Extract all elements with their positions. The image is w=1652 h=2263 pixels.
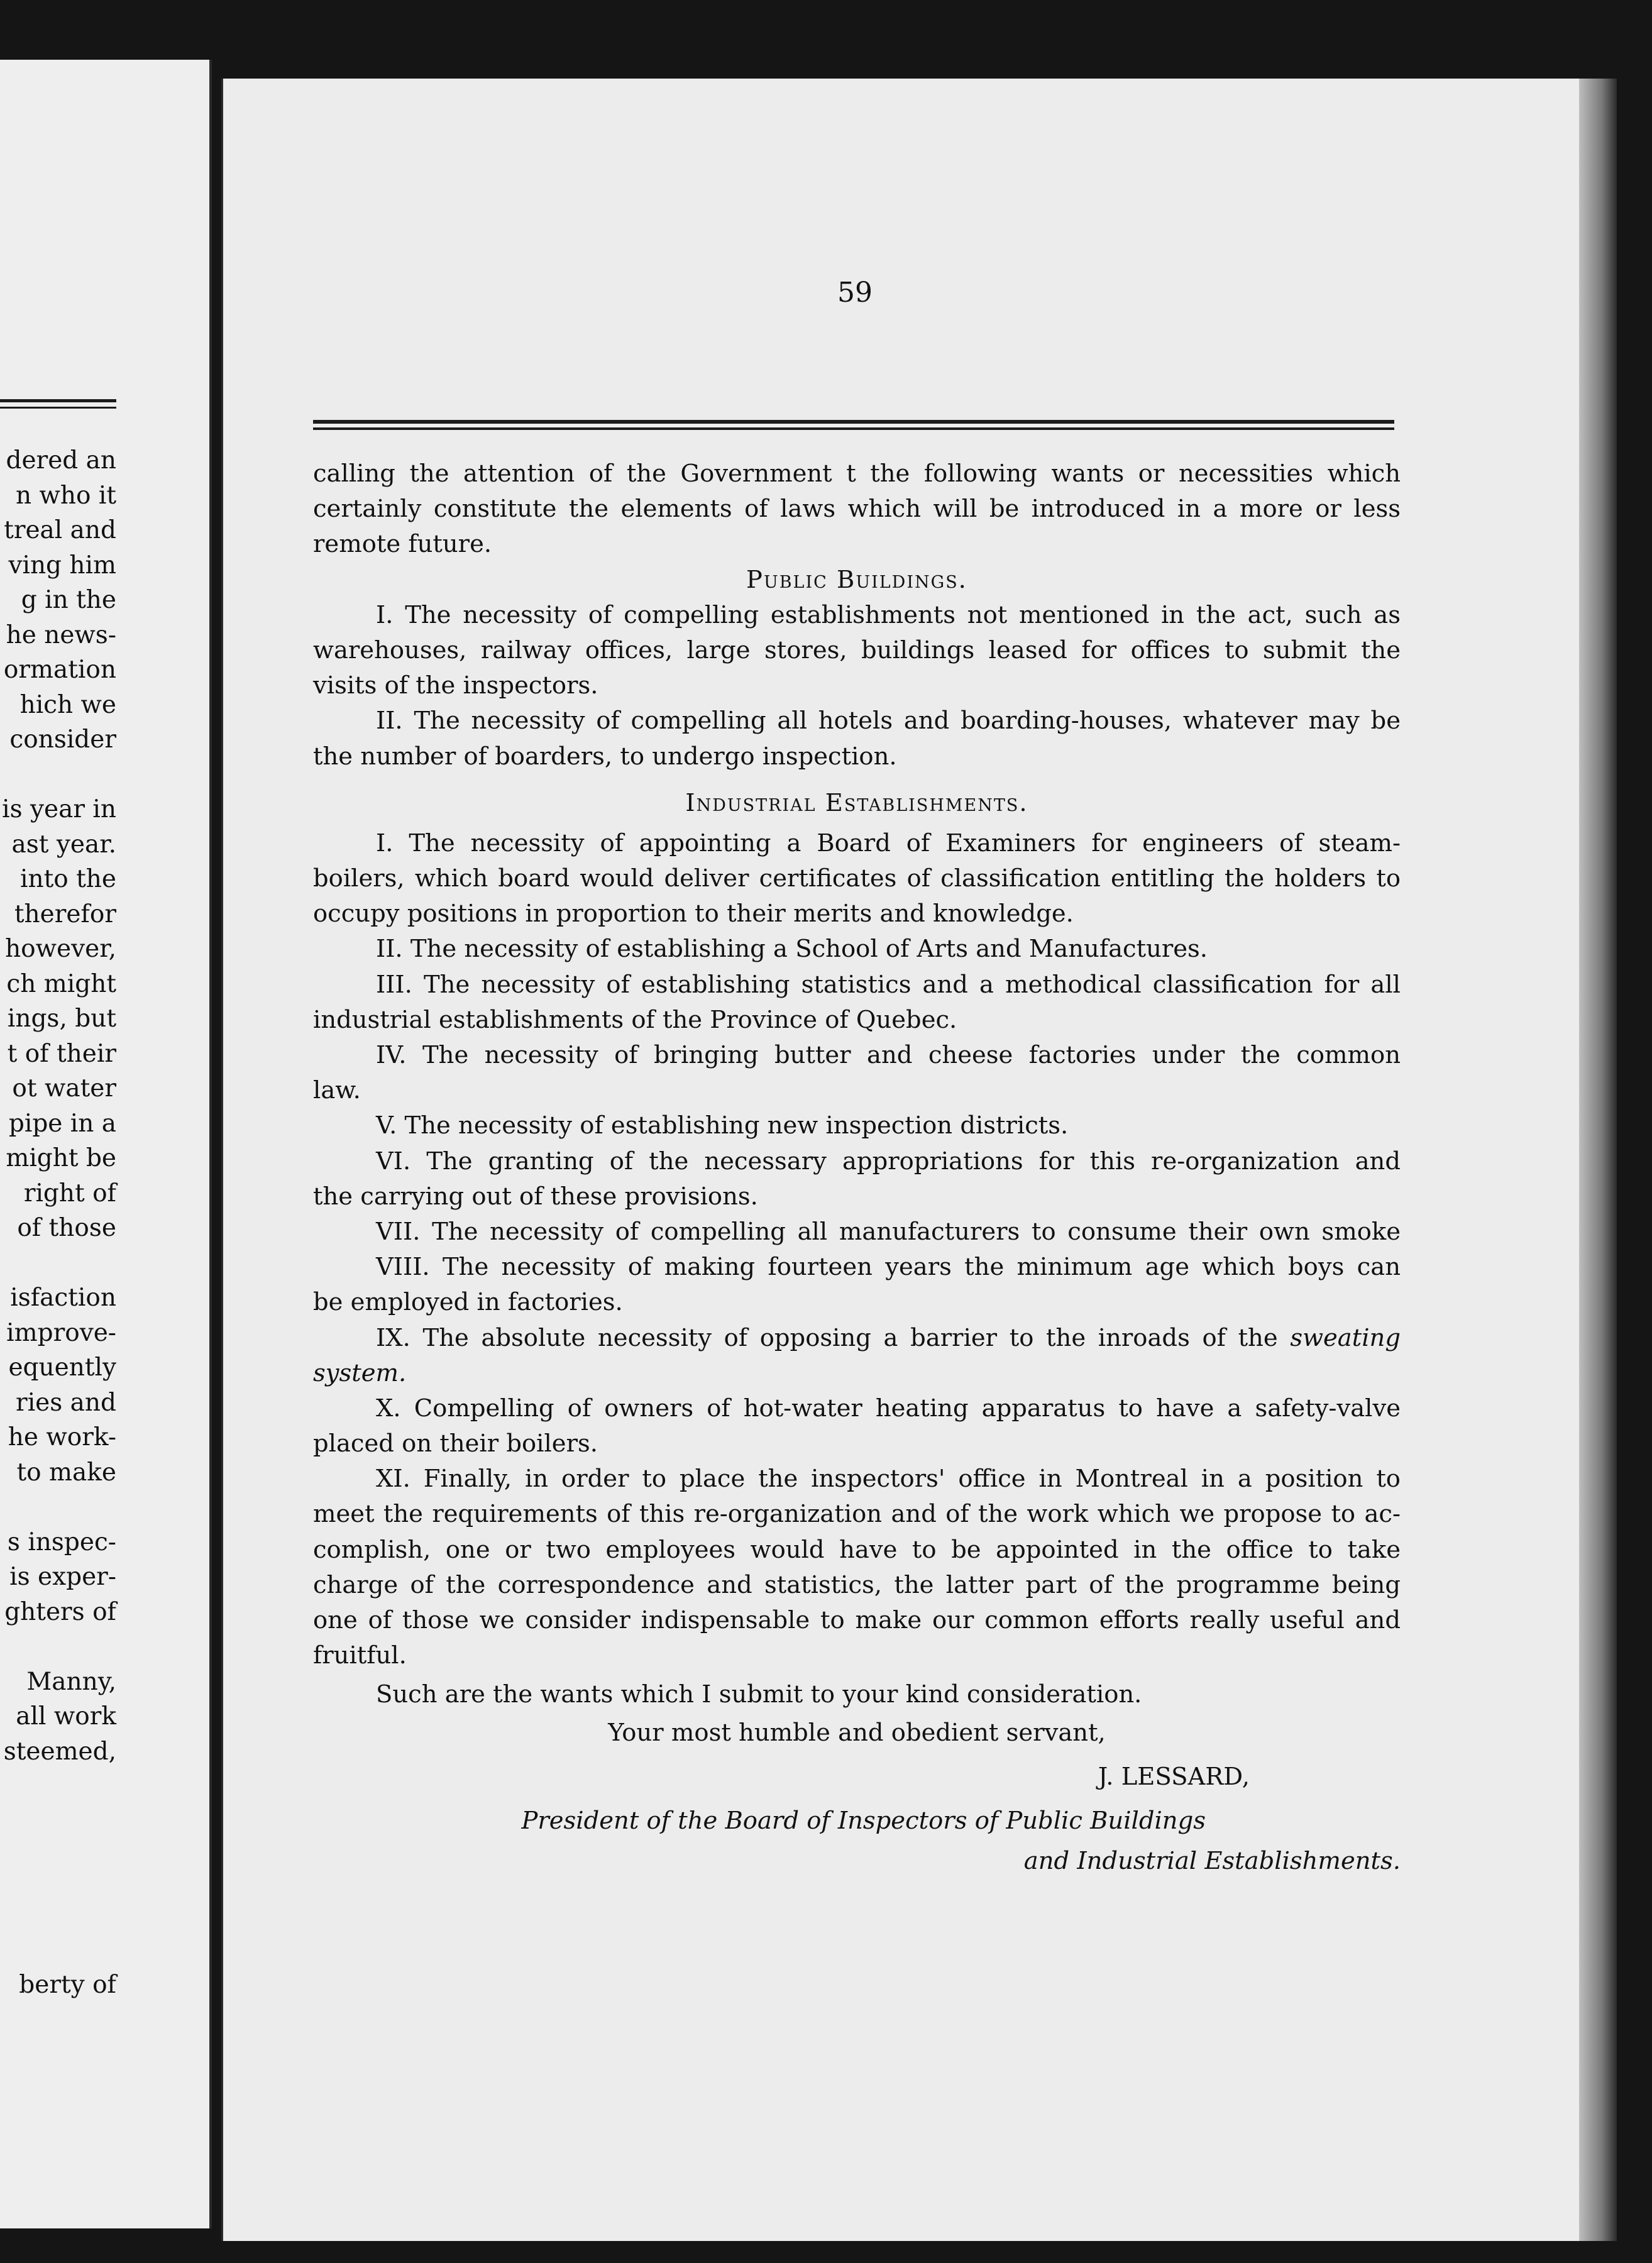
left-line: therefor bbox=[14, 900, 116, 928]
signatory-title-line: President of the Board of Inspectors of Public Buildings bbox=[521, 1806, 1206, 1835]
left-line: however, bbox=[5, 935, 116, 963]
left-line: steemed, bbox=[3, 1737, 116, 1766]
left-line: treal and bbox=[4, 516, 116, 544]
left-line: might be bbox=[6, 1144, 116, 1172]
left-line: to make bbox=[16, 1458, 116, 1487]
left-line: is year in bbox=[2, 795, 116, 823]
page-edge-shadow bbox=[1579, 79, 1617, 2241]
page-body bbox=[313, 456, 1401, 1879]
left-line: g in the bbox=[21, 586, 116, 614]
public-item-line: visits of the inspectors. bbox=[313, 671, 598, 700]
left-line: ries and bbox=[16, 1388, 116, 1417]
heading-industrial-establishments: Industrial Establishments. bbox=[685, 788, 1028, 817]
left-line bbox=[0, 757, 116, 793]
header-rule-top bbox=[313, 420, 1394, 424]
left-line: into the bbox=[19, 865, 116, 893]
left-line: right of bbox=[23, 1179, 116, 1208]
left-line: pipe in a bbox=[8, 1109, 116, 1138]
industrial-item-line: one of those we consider indispensable to make our common efforts really useful and bbox=[313, 1606, 1401, 1634]
left-line: equently bbox=[8, 1353, 116, 1382]
industrial-item-line: V. The necessity of establishing new inspection districts. bbox=[376, 1111, 1069, 1140]
public-item-line: I. The necessity of compelling establishments not mentioned in the act, such as bbox=[376, 600, 1401, 629]
left-line: ings, but bbox=[7, 1005, 116, 1033]
industrial-item-line: III. The necessity of establishing statistics and a methodical classification for all bbox=[376, 970, 1401, 999]
industrial-item-emphasis: sweating bbox=[1290, 1323, 1401, 1352]
left-line: isfaction bbox=[10, 1284, 116, 1312]
left-line: ot water bbox=[12, 1074, 116, 1103]
industrial-item-line: I. The necessity of appointing a Board of Examiners for engineers of steam- bbox=[376, 829, 1401, 857]
industrial-item-line: IV. The necessity of bringing butter and cheese factories under the common bbox=[376, 1041, 1401, 1069]
industrial-item-line: fruitful. bbox=[313, 1641, 407, 1670]
left-page-tail-line: berty of bbox=[19, 1971, 116, 1999]
industrial-item-line: II. The necessity of establishing a School of Arts and Manufactures. bbox=[376, 935, 1208, 964]
signatory-title-line: and Industrial Establishments. bbox=[1023, 1847, 1401, 1876]
left-line: ormation bbox=[3, 656, 116, 684]
left-page-fragment bbox=[0, 60, 212, 2228]
left-line: ch might bbox=[6, 969, 116, 998]
left-page-rule-thin bbox=[0, 407, 116, 409]
industrial-item-line: industrial establishments of the Province of Quebec. bbox=[313, 1005, 957, 1034]
left-line: s inspec- bbox=[7, 1528, 116, 1556]
left-line: of those bbox=[17, 1214, 116, 1242]
industrial-item-line: X. Compelling of owners of hot-water heating apparatus to have a safety-valve bbox=[376, 1394, 1401, 1423]
left-page-text bbox=[0, 443, 116, 1769]
industrial-item-line: boilers, which board would deliver certificates of classification entitling the holders to bbox=[313, 864, 1401, 893]
left-line: all work bbox=[16, 1702, 116, 1731]
industrial-item-line: law. bbox=[313, 1076, 361, 1105]
industrial-item-line: VII. The necessity of compelling all manufacturers to consume their own smoke bbox=[376, 1217, 1401, 1246]
intro-line: remote future. bbox=[313, 530, 492, 559]
industrial-item-line: occupy positions in proportion to their merits and knowledge. bbox=[313, 900, 1074, 928]
industrial-item-line: VIII. The necessity of making fourteen years the minimum age which boys can bbox=[376, 1253, 1401, 1282]
left-line bbox=[0, 1629, 116, 1665]
header-rule-bottom bbox=[313, 427, 1394, 430]
left-line: is exper- bbox=[9, 1563, 116, 1591]
intro-line: calling the attention of the Government t the following wants or necessities which bbox=[313, 460, 1401, 488]
public-item-line: the number of boarders, to undergo inspection. bbox=[313, 742, 897, 771]
industrial-item-line-ix bbox=[313, 1321, 1401, 1356]
left-line: ast year. bbox=[11, 830, 116, 859]
left-line: dered an bbox=[6, 446, 116, 475]
salutation-line: Your most humble and obedient servant, bbox=[608, 1718, 1106, 1747]
industrial-item-line: charge of the correspondence and statistics, the latter part of the programme being bbox=[313, 1570, 1401, 1599]
left-line bbox=[0, 1246, 116, 1281]
left-line: he work- bbox=[8, 1423, 116, 1451]
industrial-item-line: the carrying out of these provisions. bbox=[313, 1182, 758, 1211]
industrial-item-line: meet the requirements of this re-organization and of the work which we propose to ac- bbox=[313, 1500, 1401, 1529]
left-line: consider bbox=[9, 725, 116, 754]
left-line: Manny, bbox=[26, 1667, 116, 1696]
left-page-rule bbox=[0, 399, 116, 402]
left-line bbox=[0, 1490, 116, 1525]
left-line: ving him bbox=[8, 551, 116, 580]
left-line: n who it bbox=[15, 481, 116, 510]
public-item-line: warehouses, railway offices, large stores, buildings leased for offices to submit the bbox=[313, 636, 1401, 664]
industrial-item-line: system. bbox=[313, 1358, 407, 1387]
intro-line: certainly constitute the elements of laws which will be introduced in a more or less bbox=[313, 495, 1401, 524]
industrial-item-line: VI. The granting of the necessary appropriations for this re-organization and bbox=[376, 1147, 1401, 1176]
industrial-item-line: XI. Finally, in order to place the inspectors' office in Montreal in a position to bbox=[376, 1465, 1401, 1494]
left-line: improve- bbox=[6, 1318, 116, 1347]
left-line: t of their bbox=[7, 1039, 116, 1068]
industrial-item-line: complish, one or two employees would have to be appointed in the office to take bbox=[313, 1535, 1401, 1564]
industrial-item-text: IX. The absolute necessity of opposing a barrier to the inroads of the bbox=[376, 1323, 1278, 1352]
closing-line: Such are the wants which I submit to your kind consideration. bbox=[376, 1680, 1142, 1709]
page-number: 59 bbox=[837, 277, 873, 309]
signature-name: J. LESSARD, bbox=[1098, 1762, 1250, 1791]
industrial-item-line: be employed in factories. bbox=[313, 1288, 623, 1317]
public-item-line: II. The necessity of compelling all hotels and boarding-houses, whatever may be bbox=[376, 707, 1401, 735]
heading-public-buildings: Public Buildings. bbox=[746, 565, 967, 594]
industrial-item-line: placed on their boilers. bbox=[313, 1429, 598, 1458]
left-line: ghters of bbox=[4, 1597, 116, 1626]
left-line: he news- bbox=[6, 620, 116, 649]
left-line: hich we bbox=[19, 690, 116, 719]
